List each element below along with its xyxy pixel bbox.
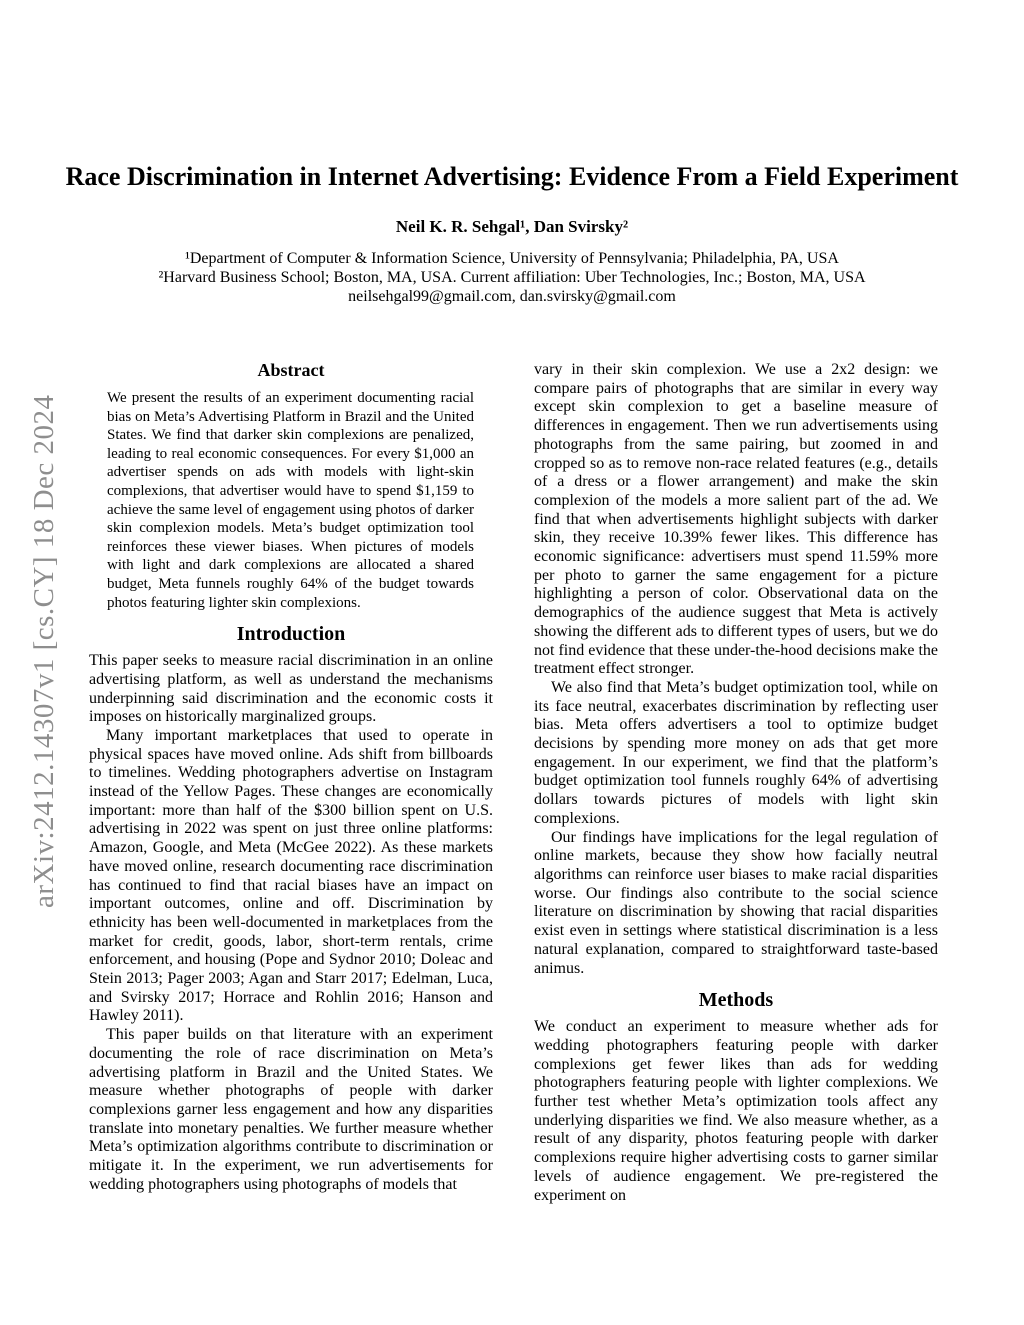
paper-title: Race Discrimination in Internet Advertising: Evidence From a Field Experiment [65,162,959,191]
abstract-heading: Abstract [257,360,325,380]
affiliation-line-1: ¹Department of Computer & Information Science, University of Pennsylvania; Philadelphia, PA, USA [185,250,839,267]
abstract-text: We present the results of an experiment documenting racial bias on Meta’s Advertising Platform in Brazil and the United States. We find that darker skin complexions are penalized, leading to real economic consequences. For every $1,000 an advertiser spends on ads with models with light-skin complexions, that advertiser would have to spend $1,159 to achieve the same level of engagement using photos of darker skin complexion models. Meta’s budget optimization tool reinforces these viewer biases. When pictures of models with light and dark complexions are allocated a shared budget, Meta funnels roughly 64% of the budget towards photos featuring lighter skin complexions. [107,390,474,611]
intro-paragraph-1: This paper seeks to measure racial discrimination in an online advertising platform, as well as understand the mechanisms underpinning said discrimination and the economic costs it imposes on historically marginalized groups. [89,652,493,726]
left-column [89,361,493,1195]
section-heading-introduction: Introduction [236,623,346,646]
methods-paragraph-1: We conduct an experiment to measure whether ads for wedding photographers featuring people with darker complexions get fewer likes than ads for wedding photographers featuring people with lighter complexions. We further test whether Meta’s optimization tools affect any underlying disparities we find. We also measure whether, as a result of any disparity, photos featuring people with darker complexions require higher advertising costs to garner similar levels of audience engagement. We pre-registered the experiment on [534,1018,938,1204]
intro-paragraph-2: Many important marketplaces that used to operate in physical spaces have moved online. Ads shift from billboards to timelines. Wedding photographers advertise on Instagram instead of the Yellow Pages. These changes are economically important: more than half of the $300 billion spent on U.S. advertising in 2022 was spent on just three online platforms: Amazon, Google, and Meta (McGee 2022). As these markets have moved online, research documenting race discrimination has continued to find that racial biases have an impact on important outcomes, online and off. Discrimination by ethnicity has been well-documented in marketplaces from the market for credit, goods, labor, short-term rentals, crime enforcement, and housing (Pope and Sydnor 2010; Doleac and Stein 2013; Pager 2003; Agan and Starr 2017; Edelman, Luca, and Svirsky 2017; Horrace and Rohlin 2016; Hanson and Hawley 2011). [89,726,493,1025]
authors-line: Neil K. R. Sehgal¹, Dan Svirsky² [395,217,629,236]
intro-paragraph-3-continued: vary in their skin complexion. We use a 2x2 design: we compare pairs of photographs that are similar in every way except skin complexion to get a baseline measure of differences in engagement. Then we run advertisements using photographs from the same pairing, but zoomed in and cropped so as to remove non-race related features (e.g., details of a dress or a flower arrangement) and make the skin complexion of the models a more salient part of the ad. We find that when advertisements highlight subjects with darker skin, they receive 10.39% fewer likes. This difference has economic significance: advertisers must spend 11.59% more per photo to garner the same engagement for a picture highlighting a person of color. Observational data on the demographics of the audience suggest that Meta is actively showing the different ads to different types of users, but we do not find evidence that these under-the-hood decisions make the treatment effect stronger. [534,361,938,678]
section-heading-methods: Methods [698,989,774,1012]
affiliations-block [0,249,1024,306]
intro-paragraph-4: We also find that Meta’s budget optimization tool, while on its face neutral, exacerbates discrimination by reflecting user bias. Meta offers advertisers a tool to optimize budget decisions by spending more money on ads that get more engagement. In our experiment, we find that the platform’s budget optimization tool funnels roughly 64% of advertising dollars towards pictures of models with light skin complexions. [534,678,938,827]
intro-paragraph-5: Our findings have implications for the legal regulation of online markets, because they show how facially neutral algorithms can reinforce user biases to make racial disparities worse. Our findings also contribute to the social science literature on discrimination by showing that racial disparities exist even in settings where statistical discrimination is a less natural explanation, compared to straightforward taste-based animus. [534,828,938,977]
affiliation-line-2: ²Harvard Business School; Boston, MA, USA. Current affiliation: Uber Technologies, Inc.; Boston, MA, USA [158,269,866,286]
arxiv-watermark: arXiv:2412.14307v1 [cs.CY] 18 Dec 2024 [28,394,60,908]
emails-line: neilsehgal99@gmail.com, dan.svirsky@gmail.com [348,288,676,305]
right-column [534,361,938,1205]
intro-paragraph-3: This paper builds on that literature with an experiment documenting the role of race discrimination on Meta’s advertising platform in Brazil and the United States. We measure whether photographs of people with darker complexions garner less engagement and how any disparities translate into monetary penalties. We further measure whether Meta’s optimization algorithms contribute to discrimination or mitigate it. In the experiment, we run advertisements for wedding photographers using photographs of models that [89,1026,493,1193]
paper-header [0,162,1024,306]
